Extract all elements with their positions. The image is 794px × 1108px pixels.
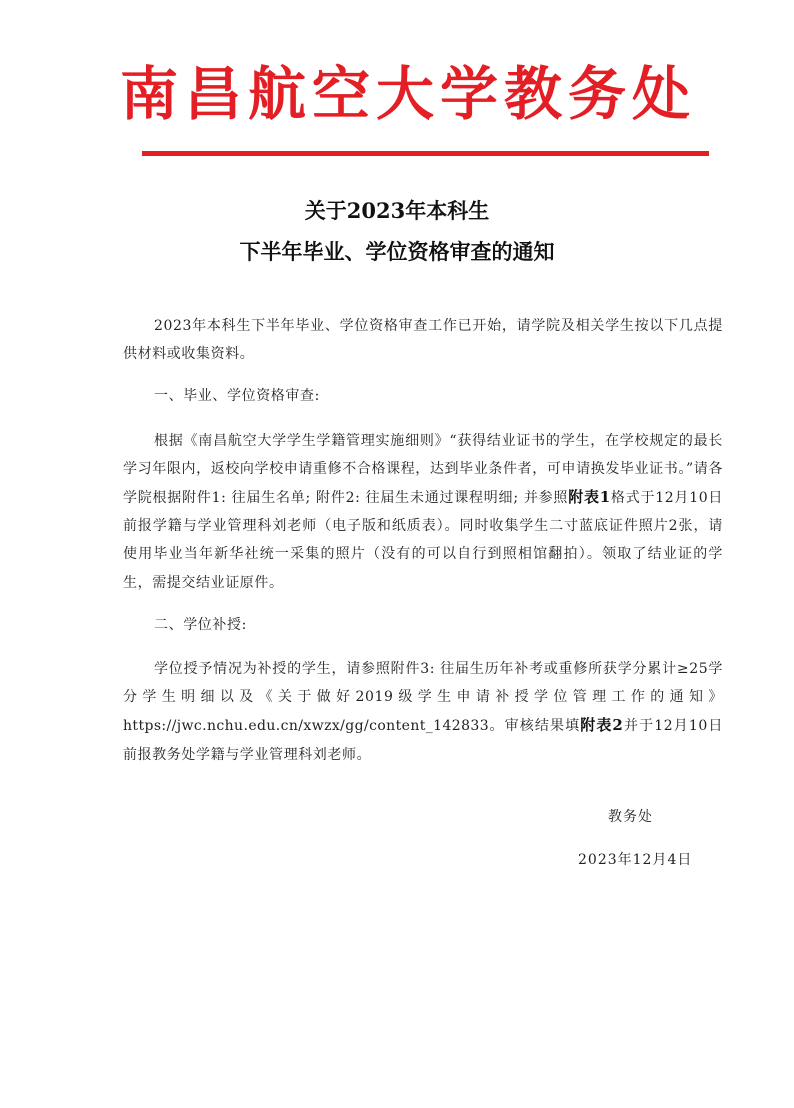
notice-title-line-2: 下半年毕业、学位资格审查的通知 xyxy=(239,239,555,264)
notice-title-line-1: 关于2023年本科生 xyxy=(304,198,490,223)
section-1-paragraph xyxy=(123,427,723,597)
attachment-table-1-ref: 附表1 xyxy=(568,488,611,507)
section-1-text-b: 格式于12月10日前报学籍与学业管理科刘老师（电子版和纸质表）。同时收集学生二寸蓝底证件照片2张，请使用毕业当年新华社统一采集的照片（没有的可以自行到照相馆翻拍）。领取了结业证的学生，需提交结业证原件。 xyxy=(123,490,723,591)
letterhead-title: 南昌航空大学教务处 xyxy=(120,60,697,128)
section-2-text-b: 。审核结果填 xyxy=(489,718,581,735)
section-2-text-a: 学位授予情况为补授的学生，请参照附件3: 往届生历年补考或重修所获学分累计≥25学分学生明细以及《关于做好2019级学生申请补授学位管理工作的通知》 xyxy=(123,661,723,706)
section-2-heading: 二、学位补授: xyxy=(154,616,247,633)
section-1-heading: 一、毕业、学位资格审查: xyxy=(154,388,320,405)
section-2-text-c: 并于12月10日前报教务处学籍与学业管理科刘老师。 xyxy=(123,718,723,763)
letterhead-red-rule xyxy=(142,151,709,156)
attachment-table-2-ref: 附表2 xyxy=(580,716,624,735)
section-2-paragraph xyxy=(123,655,723,769)
section-1-text-a: 根据《南昌航空大学学生学籍管理实施细则》“获得结业证书的学生，在学校规定的最长学习年限内，返校向学校申请重修不合格课程，达到毕业条件者，可申请换发毕业证书。”请各学院根据附件1: 往届生名单; 附件2: 往届生未通过课程明细; 并参照 xyxy=(123,432,723,507)
intro-paragraph: 2023年本科生下半年毕业、学位资格审查工作已开始，请学院及相关学生按以下几点提供材料或收集资料。 xyxy=(123,318,723,363)
notice-body xyxy=(123,312,723,783)
notice-url-link[interactable]: https://jwc.nchu.edu.cn/xwzx/gg/content_142833 xyxy=(123,718,490,735)
issue-date: 2023年12月4日 xyxy=(578,852,693,868)
issuer-signature: 教务处 xyxy=(608,809,653,825)
